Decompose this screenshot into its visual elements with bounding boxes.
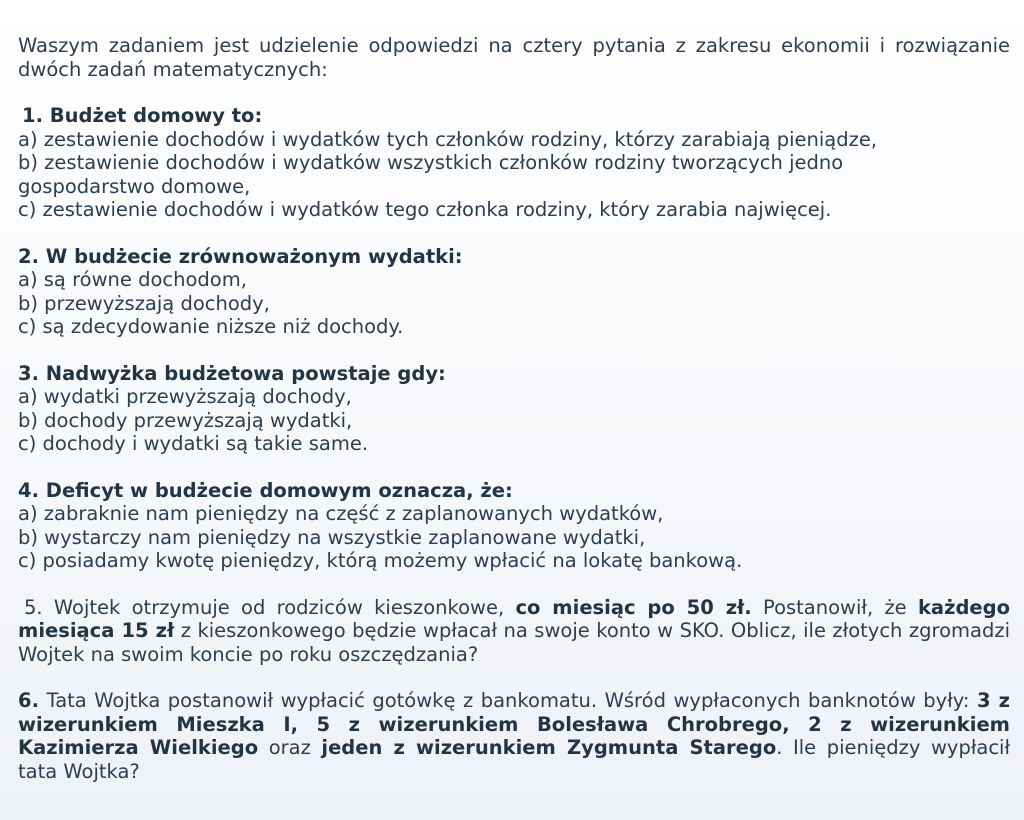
answer-option: b) wystarczy nam pieniędzy na wszystkie zaplanowane wydatki,: [18, 525, 646, 549]
answer-option: c) są zdecydowanie niższe niż dochody.: [18, 315, 404, 338]
task-text: 5. Wojtek otrzymuje od rodziców kieszonkowe,: [24, 595, 516, 619]
answer-option: a) zabraknie nam pieniędzy na część z zaplanowanych wydatków,: [18, 502, 664, 525]
question-3: [18, 362, 1010, 456]
task-highlight: każdego miesiąca 15 zł: [18, 595, 1010, 642]
intro-text: Waszym zadaniem jest udzielenie odpowiedzi na cztery pytania z zakresu ekonomii i rozwiązanie dwóch zadań matematycznych:: [18, 34, 1010, 81]
task-text: oraz: [258, 736, 322, 759]
question-1: [18, 104, 1010, 222]
answer-option: a) zestawienie dochodów i wydatków tych członków rodziny, którzy zarabiają pieniądze,: [18, 127, 878, 151]
answer-option: a) wydatki przewyższają dochody,: [18, 385, 352, 408]
task-highlight: 3 z wizerunkiem Mieszka I, 5 z wizerunkiem Bolesława Chrobrego, 2 z wizerunkiem Kazimierza Wielkiego: [18, 689, 1010, 759]
answer-option: c) posiadamy kwotę pieniędzy, którą możemy wpłacić na lokatę bankową.: [18, 549, 743, 572]
task-text: Tata Wojtka postanowił wypłacić gotówkę z bankomatu. Wśród wypłaconych banknotów były:: [38, 689, 977, 712]
answer-option: b) przewyższają dochody,: [18, 291, 270, 315]
task-highlight: jeden z wizerunkiem Zygmunta Starego: [321, 736, 777, 759]
answer-option: a) są równe dochodom,: [18, 268, 247, 291]
task-text: z kieszonkowego będzie wpłacał na swoje konto w SKO. Oblicz, ile złotych zgromadzi Wojtek na swoim koncie po roku oszczędzania?: [18, 619, 1010, 666]
answer-option: c) dochody i wydatki są takie same.: [18, 432, 369, 455]
task-5: [18, 596, 1010, 667]
question-title: 1. Budżet domowy to:: [22, 104, 263, 127]
question-4: [18, 479, 1010, 573]
task-text: . Ile pieniędzy wypłacił tata Wojtka?: [18, 736, 1011, 783]
task-6: [18, 689, 1010, 783]
worksheet: [18, 34, 1010, 806]
question-title: 4. Deficyt w budżecie domowym oznacza, że:: [18, 478, 513, 502]
question-2: [18, 245, 1010, 339]
answer-option: b) dochody przewyższają wydatki,: [18, 408, 353, 432]
question-title: 2. W budżecie zrównoważonym wydatki:: [18, 244, 463, 268]
answer-option: b) zestawienie dochodów i wydatków wszystkich członków rodziny tworzących jedno gospodarstwo domowe,: [18, 151, 844, 198]
answer-option: c) zestawienie dochodów i wydatków tego członka rodziny, który zarabia najwięcej.: [18, 198, 832, 221]
question-title: 3. Nadwyżka budżetowa powstaje gdy:: [18, 361, 446, 385]
task-text: Postanowił, że: [751, 595, 918, 619]
task-highlight: co miesiąc po 50 zł.: [515, 595, 752, 619]
task-number: 6.: [18, 689, 39, 712]
